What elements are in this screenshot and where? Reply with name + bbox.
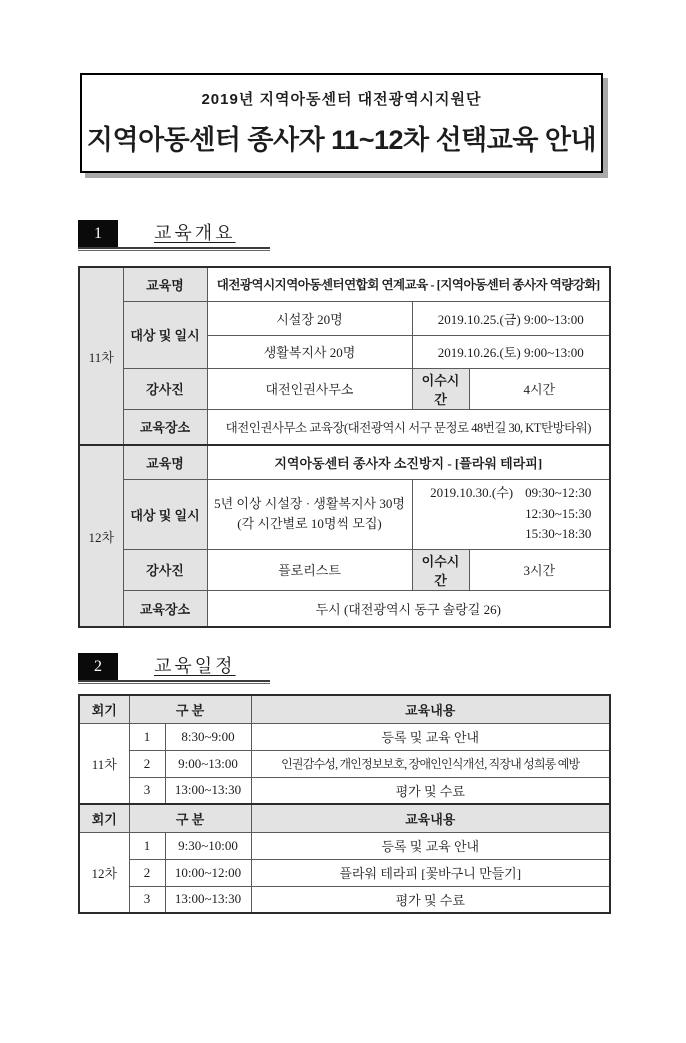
row-time: 13:00~13:30 xyxy=(165,886,251,913)
session-date: 2019.10.30.(수) xyxy=(430,484,514,500)
row-time: 10:00~12:00 xyxy=(165,859,251,886)
value-hours: 3시간 xyxy=(469,549,610,590)
value-instructors: 플로리스트 xyxy=(207,549,412,590)
time-slot: 12:30~15:30 xyxy=(525,505,592,521)
round-cell: 11차 xyxy=(79,267,123,445)
schedule-table xyxy=(78,694,611,914)
row-content: 인권감수성, 개인정보보호, 장애인인식개선, 직장내 성희롱 예방 xyxy=(251,750,610,777)
label-course-name: 교육명 xyxy=(123,267,207,301)
table-row xyxy=(79,549,610,590)
header-round: 회기 xyxy=(79,804,129,832)
value-datetime: 2019.10.25.(금) 9:00~13:00 xyxy=(412,301,610,335)
time-slot: 09:30~12:30 xyxy=(525,484,592,500)
row-number: 2 xyxy=(129,750,165,777)
row-time: 9:00~13:00 xyxy=(165,750,251,777)
label-instructors: 강사진 xyxy=(123,368,207,409)
label-target-datetime: 대상 및 일시 xyxy=(123,301,207,368)
row-content: 등록 및 교육 안내 xyxy=(251,723,610,750)
row-time: 8:30~9:00 xyxy=(165,723,251,750)
table-row xyxy=(79,301,610,335)
header-content: 교육내용 xyxy=(251,804,610,832)
value-instructors: 대전인권사무소 xyxy=(207,368,412,409)
row-time: 9:30~10:00 xyxy=(165,832,251,859)
document-subtitle: 2019년 지역아동센터 대전광역시지원단 xyxy=(201,91,482,108)
target-line-1: 5년 이상 시설장 · 생활복지사 30명 xyxy=(214,495,405,511)
schedule-row xyxy=(79,886,610,913)
target-line-2: (각 시간별로 10명씩 모집) xyxy=(237,516,382,531)
value-hours: 4시간 xyxy=(469,368,610,409)
schedule-header-row xyxy=(79,695,610,723)
row-number: 1 xyxy=(129,723,165,750)
header-content: 교육내용 xyxy=(251,695,610,723)
schedule-row xyxy=(79,832,610,859)
schedule-row xyxy=(79,723,610,750)
label-hours: 이수시간 xyxy=(412,368,469,409)
table-row xyxy=(79,409,610,445)
header-division: 구 분 xyxy=(129,695,251,723)
row-content: 등록 및 교육 안내 xyxy=(251,832,610,859)
round-cell: 12차 xyxy=(79,832,129,913)
document-page xyxy=(0,73,686,1043)
value-course-name: 대전광역시지역아동센터연합회 연계교육 - [지역아동센터 종사자 역량강화] xyxy=(207,267,610,301)
table-row xyxy=(79,445,610,479)
value-course-name: 지역아동센터 종사자 소진방지 - [플라워 테라피] xyxy=(207,445,610,479)
label-venue: 교육장소 xyxy=(123,409,207,445)
header-division: 구 분 xyxy=(129,804,251,832)
value-target xyxy=(207,479,412,549)
value-venue: 두시 (대전광역시 동구 솔랑길 26) xyxy=(207,590,610,627)
title-box xyxy=(80,73,603,173)
schedule-row xyxy=(79,777,610,804)
table-row xyxy=(79,479,610,549)
label-course-name: 교육명 xyxy=(123,445,207,479)
round-cell: 11차 xyxy=(79,723,129,804)
table-row xyxy=(79,368,610,409)
value-venue: 대전인권사무소 교육장(대전광역시 서구 문정로 48번길 30, KT탄방타워) xyxy=(207,409,610,445)
section-title: 교육개요 xyxy=(154,223,236,243)
round-cell: 12차 xyxy=(79,445,123,627)
section-number-badge: 1 xyxy=(78,220,118,247)
value-datetime: 2019.10.26.(토) 9:00~13:00 xyxy=(412,335,610,368)
schedule-row xyxy=(79,859,610,886)
time-slot: 15:30~18:30 xyxy=(525,526,592,542)
value-target: 생활복지사 20명 xyxy=(207,335,412,368)
row-content: 평가 및 수료 xyxy=(251,886,610,913)
value-datetime xyxy=(412,479,610,549)
row-content: 플라워 테라피 [꽃바구니 만들기] xyxy=(251,859,610,886)
label-venue: 교육장소 xyxy=(123,590,207,627)
table-row xyxy=(79,267,610,301)
row-content: 평가 및 수료 xyxy=(251,777,610,804)
label-target-datetime: 대상 및 일시 xyxy=(123,479,207,549)
header-round: 회기 xyxy=(79,695,129,723)
row-number: 1 xyxy=(129,832,165,859)
row-number: 2 xyxy=(129,859,165,886)
row-time: 13:00~13:30 xyxy=(165,777,251,804)
value-target: 시설장 20명 xyxy=(207,301,412,335)
overview-table xyxy=(78,266,611,628)
label-instructors: 강사진 xyxy=(123,549,207,590)
document-title: 지역아동센터 종사자 11~12차 선택교육 안내 xyxy=(86,125,597,155)
section-heading-overview xyxy=(78,219,270,249)
schedule-header-row xyxy=(79,804,610,832)
label-hours: 이수시간 xyxy=(412,549,469,590)
row-number: 3 xyxy=(129,777,165,804)
table-row xyxy=(79,590,610,627)
row-number: 3 xyxy=(129,886,165,913)
section-title: 교육일정 xyxy=(154,656,236,676)
schedule-row xyxy=(79,750,610,777)
section-number-badge: 2 xyxy=(78,653,118,680)
section-heading-schedule xyxy=(78,652,270,682)
